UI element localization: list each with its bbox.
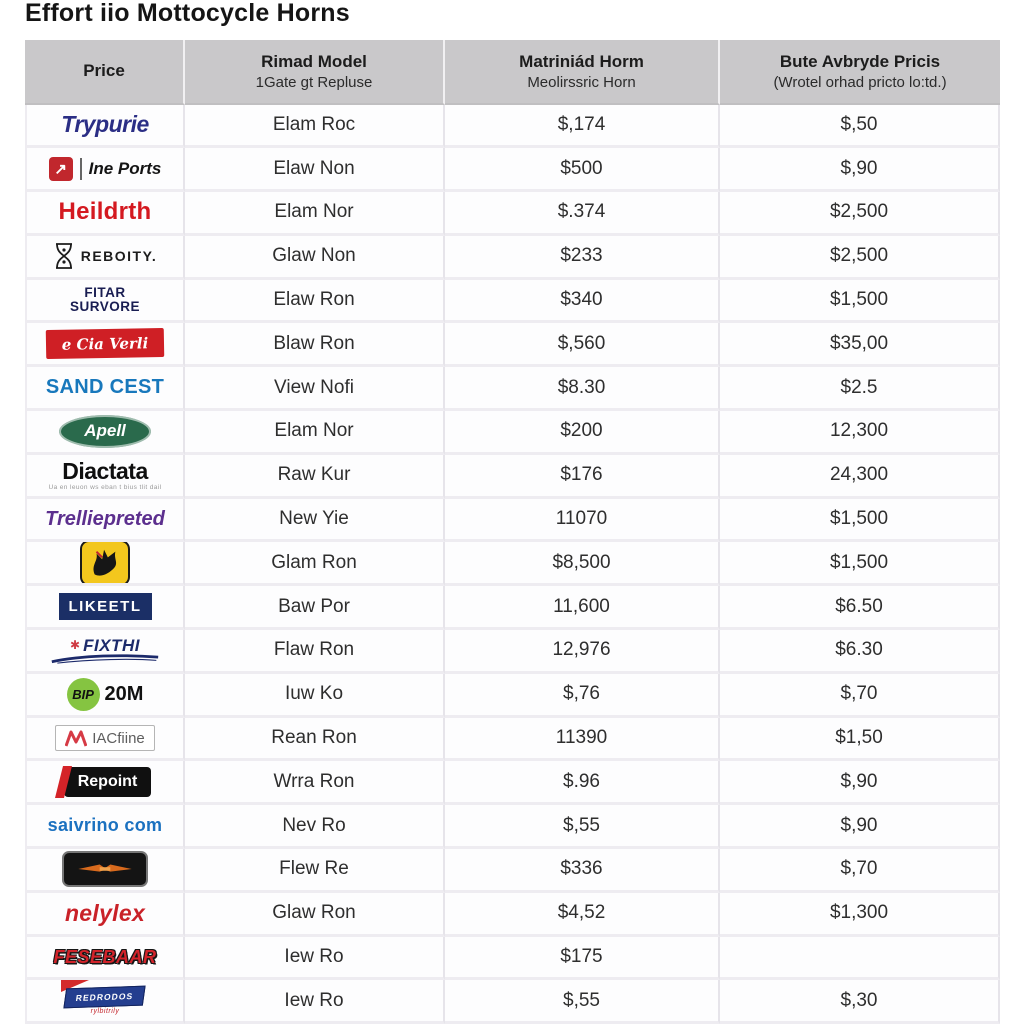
swoosh-underline-icon — [50, 654, 160, 664]
horn-price-cell: $336 — [445, 849, 720, 893]
brand-cell — [25, 849, 185, 893]
horn-price-cell: $,55 — [445, 980, 720, 1024]
hourglass-icon — [53, 242, 75, 270]
avg-price-cell: 12,300 — [720, 411, 1000, 455]
brand-cell — [25, 718, 185, 762]
brand-tagline: Ua en leuon ws eban t bius tlit dail — [48, 483, 162, 491]
brand-cell — [25, 192, 185, 236]
avg-price-cell: $2.5 — [720, 367, 1000, 411]
brand-cell — [25, 148, 185, 192]
avg-price-cell: $,70 — [720, 674, 1000, 718]
brand-logo-fixthi: ✱ FIXTHI — [50, 637, 160, 664]
brand-cell — [25, 674, 185, 718]
avg-price-cell: $,90 — [720, 761, 1000, 805]
wing-badge-icon — [62, 851, 148, 887]
brand-cell — [25, 105, 185, 149]
avg-price-cell: $6.50 — [720, 586, 1000, 630]
brand-cell — [25, 542, 185, 586]
brand-cell — [25, 367, 185, 411]
horn-price-cell: $340 — [445, 280, 720, 324]
horn-price-cell: $,560 — [445, 323, 720, 367]
avg-price-cell: $2,500 — [720, 236, 1000, 280]
avg-price-cell: $1,500 — [720, 499, 1000, 543]
horn-price-cell: $8,500 — [445, 542, 720, 586]
brand-cell — [25, 761, 185, 805]
brand-logo-reboity: REBOITY. — [53, 242, 158, 270]
brand-cell — [25, 805, 185, 849]
model-cell: Flew Re — [185, 849, 445, 893]
flower-icon: ✱ — [70, 638, 81, 653]
brand-cell — [25, 323, 185, 367]
brand-logo-likeetl: LIKEETL — [59, 593, 152, 620]
model-cell: Elam Roc — [185, 105, 445, 149]
horn-price-cell: $233 — [445, 236, 720, 280]
brand-logo-apell: Apell — [59, 415, 151, 448]
avg-price-cell — [720, 937, 1000, 981]
brand-logo-diactata: Diactata Ua en leuon ws eban t bius tlit dail — [48, 457, 162, 491]
horn-price-cell: $,174 — [445, 105, 720, 149]
avg-price-cell: $1,300 — [720, 893, 1000, 937]
model-cell: Nev Ro — [185, 805, 445, 849]
brand-logo-red-script: e Cia Verli — [46, 328, 164, 359]
model-cell: Raw Kur — [185, 455, 445, 499]
avg-price-cell: 24,300 — [720, 455, 1000, 499]
crest-badge-icon — [80, 542, 130, 585]
brand-logo-fesebaar: FESEBAAR — [53, 946, 157, 967]
brand-logo-trelliepreted: Trelliepreted — [45, 507, 165, 530]
divider — [80, 158, 82, 180]
model-cell: Glam Ron — [185, 542, 445, 586]
avg-price-cell: $35,00 — [720, 323, 1000, 367]
horn-price-cell: 11390 — [445, 718, 720, 762]
brand-cell — [25, 280, 185, 324]
avg-price-cell: $1,50 — [720, 718, 1000, 762]
horn-price-cell: $.96 — [445, 761, 720, 805]
model-cell: Elam Nor — [185, 411, 445, 455]
price-comparison-table — [25, 40, 1000, 1024]
brand-logo-ine-ports: ↗ Ine Ports — [49, 157, 162, 181]
brand-logo-iacfiine: IACfiine — [55, 725, 155, 751]
model-cell: Elam Nor — [185, 192, 445, 236]
model-cell: Glaw Ron — [185, 893, 445, 937]
zigzag-mark-icon — [65, 729, 87, 747]
horn-price-cell: 11070 — [445, 499, 720, 543]
model-cell: Iuw Ko — [185, 674, 445, 718]
model-cell: Elaw Ron — [185, 280, 445, 324]
brand-cell — [25, 411, 185, 455]
model-cell: Baw Por — [185, 586, 445, 630]
horn-price-cell: 11,600 — [445, 586, 720, 630]
horn-price-cell: $,76 — [445, 674, 720, 718]
model-cell: Iew Ro — [185, 937, 445, 981]
horn-price-cell: $175 — [445, 937, 720, 981]
header-horn: Matriniád Horm Meolirssric Horn — [445, 40, 720, 105]
avg-price-cell: $2,500 — [720, 192, 1000, 236]
brand-logo-trypurie: Trypurie — [61, 111, 149, 138]
horn-price-cell: $500 — [445, 148, 720, 192]
avg-price-cell: $,50 — [720, 105, 1000, 149]
horn-price-cell: $4,52 — [445, 893, 720, 937]
brand-cell — [25, 980, 185, 1024]
brand-cell — [25, 236, 185, 280]
brand-logo-nelylex: nelylex — [64, 899, 146, 926]
horn-price-cell: $.374 — [445, 192, 720, 236]
bolt-icon: ↗ — [49, 157, 73, 181]
avg-price-cell: $1,500 — [720, 542, 1000, 586]
horn-price-cell: 12,976 — [445, 630, 720, 674]
header-model: Rimad Model 1Gate gt Repluse — [185, 40, 445, 105]
model-cell: View Nofi — [185, 367, 445, 411]
header-price: Price — [25, 40, 185, 105]
brand-logo-heildrth: Heildrth — [58, 198, 152, 226]
brand-logo-fitar-survore: FITAR SURVORE — [69, 284, 141, 315]
model-cell: Iew Ro — [185, 980, 445, 1024]
brand-cell — [25, 630, 185, 674]
brand-logo-repoint: Repoint — [59, 766, 152, 798]
brand-cell — [25, 586, 185, 630]
brand-cell — [25, 937, 185, 981]
model-cell: Wrra Ron — [185, 761, 445, 805]
avg-price-cell: $,70 — [720, 849, 1000, 893]
avg-price-cell: $,90 — [720, 805, 1000, 849]
avg-price-cell: $,90 — [720, 148, 1000, 192]
brand-cell — [25, 455, 185, 499]
model-cell: Flaw Ron — [185, 630, 445, 674]
header-avg-price: Bute Avbryde Pricis (Wrotel orhad pricto lo:td.) — [720, 40, 1000, 105]
model-cell: Blaw Ron — [185, 323, 445, 367]
page-title: Effort iio Mottocycle Horns — [25, 0, 350, 27]
brand-logo-bip-20m: BIP 20M — [67, 678, 144, 711]
model-cell: New Yie — [185, 499, 445, 543]
horn-price-cell: $8.30 — [445, 367, 720, 411]
model-cell: Elaw Non — [185, 148, 445, 192]
model-cell: Glaw Non — [185, 236, 445, 280]
brand-cell — [25, 893, 185, 937]
brand-logo-saivrino: saivrino com — [47, 815, 163, 836]
brand-logo-sand-cest: SAND CEST — [45, 376, 165, 399]
brand-logo-redrodos: REDRODOS rylbitrily — [65, 987, 144, 1015]
horn-price-cell: $,55 — [445, 805, 720, 849]
horn-price-cell: $200 — [445, 411, 720, 455]
horn-price-cell: $176 — [445, 455, 720, 499]
brand-cell — [25, 499, 185, 543]
avg-price-cell: $,30 — [720, 980, 1000, 1024]
avg-price-cell: $6.30 — [720, 630, 1000, 674]
model-cell: Rean Ron — [185, 718, 445, 762]
avg-price-cell: $1,500 — [720, 280, 1000, 324]
